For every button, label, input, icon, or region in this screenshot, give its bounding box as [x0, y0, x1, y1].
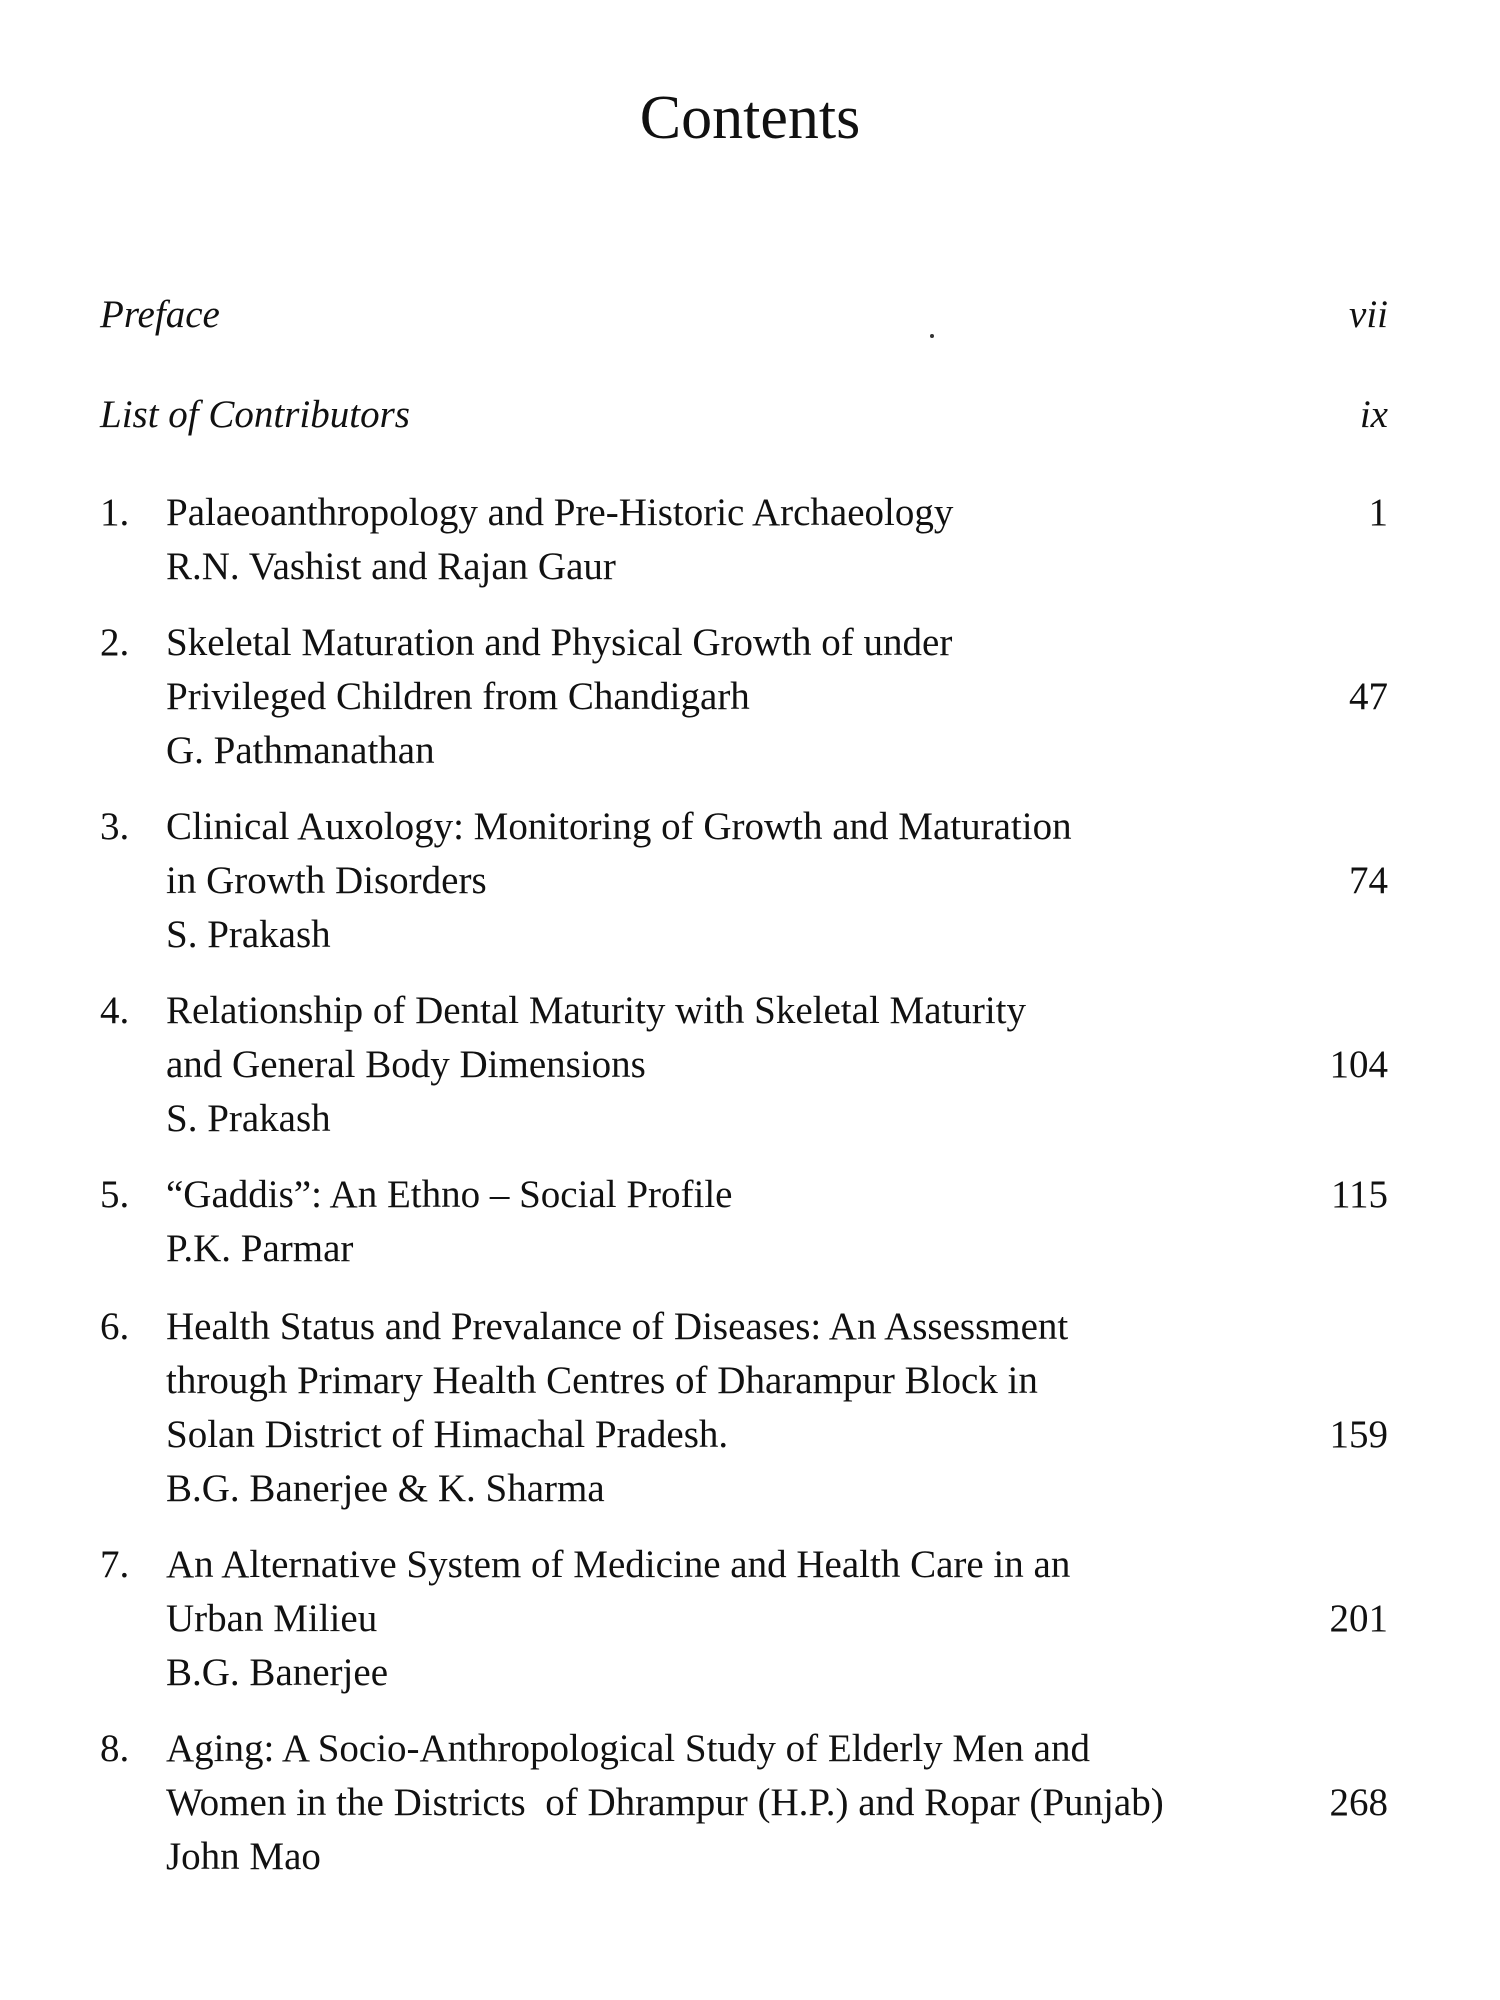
chapter-author: John Mao	[166, 1835, 321, 1878]
chapter-page: 47	[1349, 675, 1388, 718]
front-matter-page: vii	[1349, 293, 1388, 336]
front-matter-page: ix	[1359, 393, 1388, 436]
chapter-body	[166, 486, 1316, 594]
chapter-number: 5.	[100, 1173, 130, 1216]
chapter-title-line: Palaeoanthropology and Pre-Historic Archaeology	[166, 491, 954, 534]
chapter-title-line: Health Status and Prevalance of Diseases: An Assessment	[166, 1305, 1069, 1348]
chapter-author: B.G. Banerjee	[166, 1651, 389, 1694]
chapter-title-line: through Primary Health Centres of Dharampur Block in	[166, 1359, 1038, 1402]
chapter-number: 7.	[100, 1543, 130, 1586]
chapter-author: R.N. Vashist and Rajan Gaur	[166, 545, 616, 588]
chapter-page: 159	[1329, 1413, 1388, 1456]
chapter-number: 2.	[100, 621, 130, 664]
chapter-page: 201	[1329, 1597, 1388, 1640]
chapter-title-line: Solan District of Himachal Pradesh.	[166, 1413, 729, 1456]
chapter-title-line: Relationship of Dental Maturity with Skeletal Maturity	[166, 989, 1027, 1032]
chapter-page: 268	[1329, 1781, 1388, 1824]
chapter-body	[166, 1300, 1316, 1516]
chapter-number: 3.	[100, 805, 130, 848]
chapter-author: S. Prakash	[166, 913, 331, 956]
chapter-number: 4.	[100, 989, 130, 1032]
chapter-number: 8.	[100, 1727, 130, 1770]
chapter-author: G. Pathmanathan	[166, 729, 435, 772]
chapter-title-line: Skeletal Maturation and Physical Growth of under	[166, 621, 953, 664]
chapter-title-line: An Alternative System of Medicine and Health Care in an	[166, 1543, 1071, 1586]
chapter-title-line: Women in the Districts of Dhrampur (H.P.) and Ropar (Punjab)	[166, 1781, 1164, 1824]
chapter-body	[166, 616, 1316, 778]
chapter-page: 104	[1329, 1043, 1388, 1086]
chapter-body	[166, 800, 1316, 962]
chapter-author: P.K. Parmar	[166, 1227, 354, 1270]
print-speck	[930, 334, 934, 338]
chapter-body	[166, 1538, 1316, 1700]
chapter-title-line: and General Body Dimensions	[166, 1043, 646, 1086]
front-matter-label: Preface	[100, 293, 220, 336]
chapter-body	[166, 984, 1316, 1146]
chapter-author: B.G. Banerjee & K. Sharma	[166, 1467, 605, 1510]
page-title: Contents	[639, 84, 861, 152]
chapter-title-line: Urban Milieu	[166, 1597, 378, 1640]
chapter-page: 1	[1368, 491, 1388, 534]
chapter-author: S. Prakash	[166, 1097, 331, 1140]
chapter-title-line: Clinical Auxology: Monitoring of Growth and Maturation	[166, 805, 1072, 848]
chapter-title-line: Privileged Children from Chandigarh	[166, 675, 750, 718]
chapter-title-line: in Growth Disorders	[166, 859, 487, 902]
chapter-body	[166, 1168, 1316, 1276]
chapter-title-line: “Gaddis”: An Ethno – Social Profile	[166, 1173, 733, 1216]
chapter-body	[166, 1722, 1316, 1884]
chapter-title-line: Aging: A Socio-Anthropological Study of Elderly Men and	[166, 1727, 1090, 1770]
chapter-number: 6.	[100, 1305, 130, 1348]
chapter-page: 115	[1330, 1173, 1388, 1216]
chapter-page: 74	[1349, 859, 1388, 902]
chapter-number: 1.	[100, 491, 130, 534]
front-matter-label: List of Contributors	[100, 393, 410, 436]
